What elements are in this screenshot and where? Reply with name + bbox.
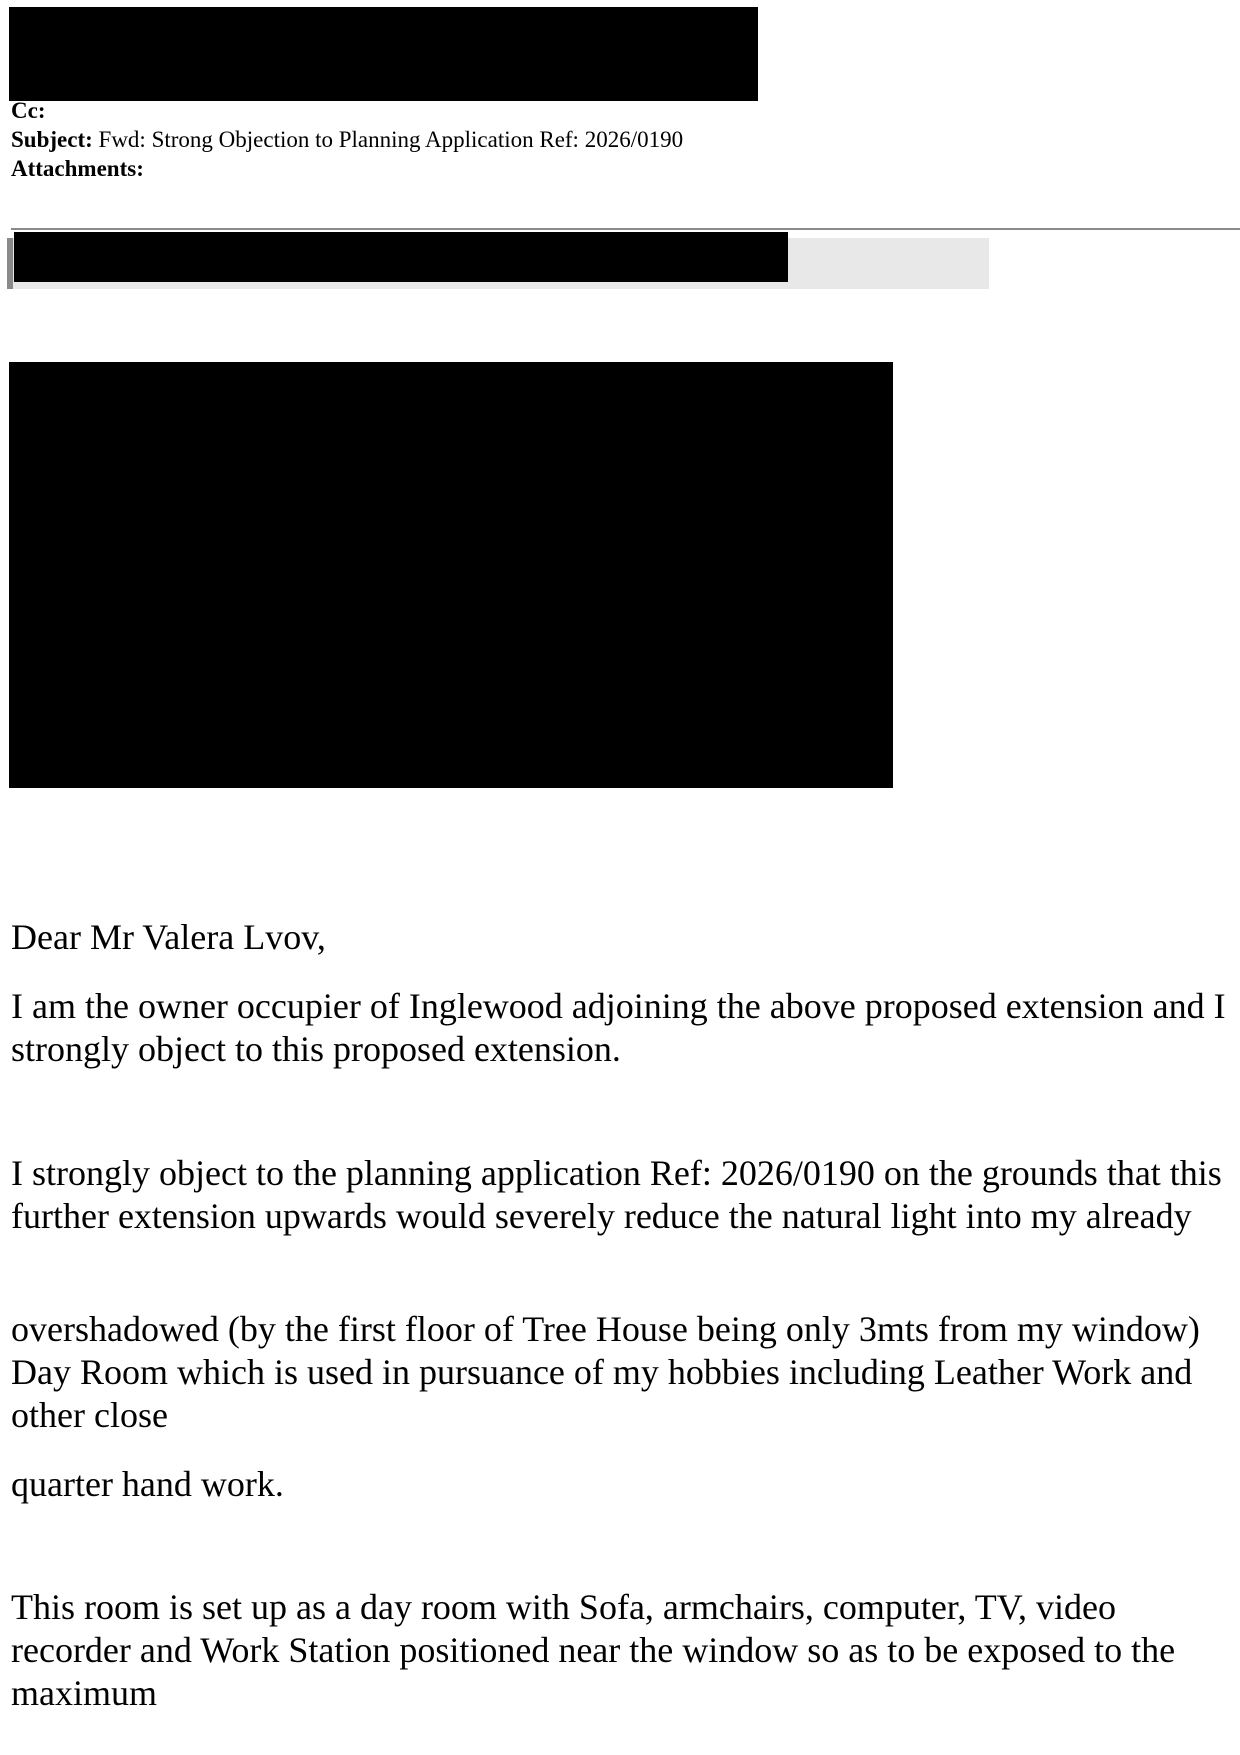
redacted-address-block: [9, 362, 893, 788]
forward-divider: [11, 228, 1240, 230]
subject-label: Subject:: [11, 127, 93, 152]
redacted-forwarded-header: [14, 232, 788, 282]
header-cc: [11, 97, 45, 125]
subject-value: Fwd: Strong Objection to Planning Application Ref: 2026/0190: [98, 127, 684, 152]
redacted-from-to-block: [9, 7, 758, 101]
letter-greeting: Dear Mr Valera Lvov,: [11, 917, 326, 957]
header-subject: [11, 126, 683, 154]
header-attachments: [11, 155, 144, 183]
letter-paragraph: I am the owner occupier of Inglewood adjoining the above proposed extension and I strongly object to this proposed extension.: [11, 986, 1226, 1069]
letter-paragraph: This room is set up as a day room with Sofa, armchairs, computer, TV, video recorder and Work Station positioned near the window so as to be exposed to the maximum: [11, 1587, 1176, 1713]
attachments-label: Attachments:: [11, 156, 144, 181]
letter-paragraph: I strongly object to the planning application Ref: 2026/0190 on the grounds that this further extension upwards would severely reduce the natural light into my already: [11, 1153, 1222, 1236]
cc-label: Cc:: [11, 98, 46, 123]
letter-paragraph: quarter hand work.: [11, 1464, 284, 1504]
letter-paragraph: overshadowed (by the first floor of Tree House being only 3mts from my window) Day Room which is used in pursuance of my hobbies including Leather Work and other close: [11, 1309, 1200, 1435]
